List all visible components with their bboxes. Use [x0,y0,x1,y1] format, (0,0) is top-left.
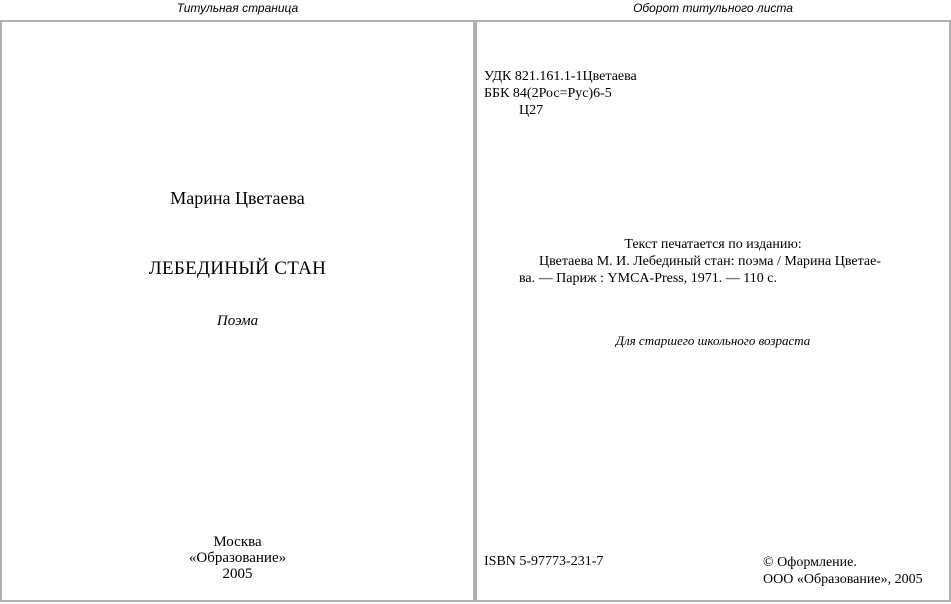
genre-label: Поэма [216,313,259,329]
author-name: Марина Цветаева [170,188,305,208]
copyright-block [763,554,923,588]
imprint-publisher: «Образование» [188,550,287,566]
source-edition [477,236,949,287]
copyright-line-2: ООО «Образование», 2005 [763,572,923,587]
age-note: Для старшего школьного возраста [615,333,811,348]
author-mark: Ц27 [519,103,544,118]
imprint-year: 2005 [222,566,253,582]
source-heading: Текст печатается по изданию: [624,237,802,252]
bbk-code: ББК 84(2Рос=Рус)6-5 [484,86,612,101]
title-page-label: Титульная страница [176,1,299,15]
catalog-codes [484,68,637,119]
book-title: ЛЕБЕДИНЫЙ СТАН [148,258,327,279]
udk-code: УДК 821.161.1-1Цветаева [484,69,637,84]
title-page [0,20,475,602]
copyright-line-1: © Оформление. [763,555,857,570]
source-line-2: ва. — Париж : YMCA-Press, 1971. — 110 с. [519,271,777,286]
verso-page [475,20,951,602]
source-line-1: Цветаева М. И. Лебединый стан: поэма / Марина Цветае- [539,254,881,269]
imprint-block [2,534,473,582]
isbn: ISBN 5-97773-231-7 [484,554,604,569]
imprint-city: Москва [213,534,262,550]
verso-page-label: Оборот титульного листа [633,1,793,15]
